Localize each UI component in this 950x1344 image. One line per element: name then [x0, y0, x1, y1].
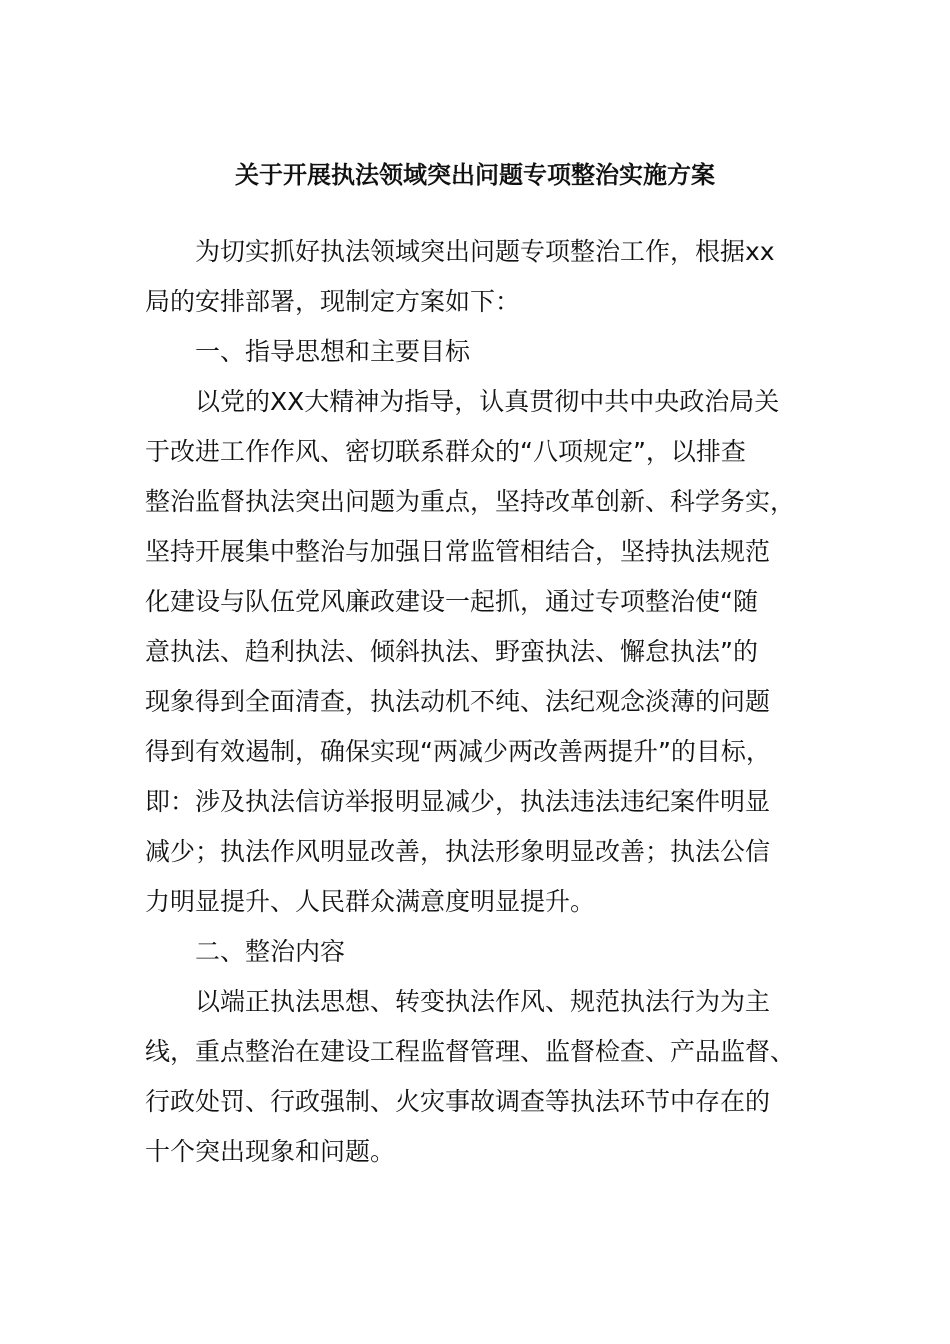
paragraph-line: 为切实抓好执法领域突出问题专项整治工作，根据xx: [195, 237, 775, 266]
paragraph-line: 线，重点整治在建设工程监督管理、监督检查、产品监督、: [145, 1037, 796, 1066]
paragraph-line: 现象得到全面清查，执法动机不纯、法纪观念淡薄的问题: [145, 687, 771, 716]
section-heading: 二、整治内容: [195, 937, 346, 966]
paragraph-line: 整治监督执法突出问题为重点，坚持改革创新、科学务实，: [145, 487, 796, 516]
document-title: 关于开展执法领域突出问题专项整治实施方案: [235, 161, 715, 189]
paragraph-line: 得到有效遏制，确保实现“两减少两改善两提升”的目标，: [145, 737, 771, 766]
paragraph-line: 坚持开展集中整治与加强日常监管相结合，坚持执法规范: [145, 537, 771, 566]
paragraph-line: 于改进工作作风、密切联系群众的“八项规定”，以排查: [145, 437, 746, 466]
paragraph-line: 化建设与队伍党风廉政建设一起抓，通过专项整治使“随: [145, 587, 758, 616]
paragraph-line: 力明显提升、人民群众满意度明显提升。: [145, 887, 596, 916]
paragraph-line: 局的安排部署，现制定方案如下：: [145, 287, 521, 316]
paragraph-line: 十个突出现象和问题。: [145, 1137, 396, 1166]
paragraph-line: 以端正执法思想、转变执法作风、规范执法行为为主: [195, 987, 771, 1016]
paragraph-line: 以党的XX大精神为指导，认真贯彻中共中央政治局关: [195, 387, 780, 416]
paragraph-line: 即：涉及执法信访举报明显减少，执法违法违纪案件明显: [145, 787, 771, 816]
section-heading: 一、指导思想和主要目标: [195, 337, 471, 366]
paragraph-line: 意执法、趋利执法、倾斜执法、野蛮执法、懈怠执法”的: [145, 637, 758, 666]
paragraph-line: 减少；执法作风明显改善，执法形象明显改善；执法公信: [145, 837, 771, 866]
paragraph-line: 行政处罚、行政强制、火灾事故调查等执法环节中存在的: [145, 1087, 771, 1116]
